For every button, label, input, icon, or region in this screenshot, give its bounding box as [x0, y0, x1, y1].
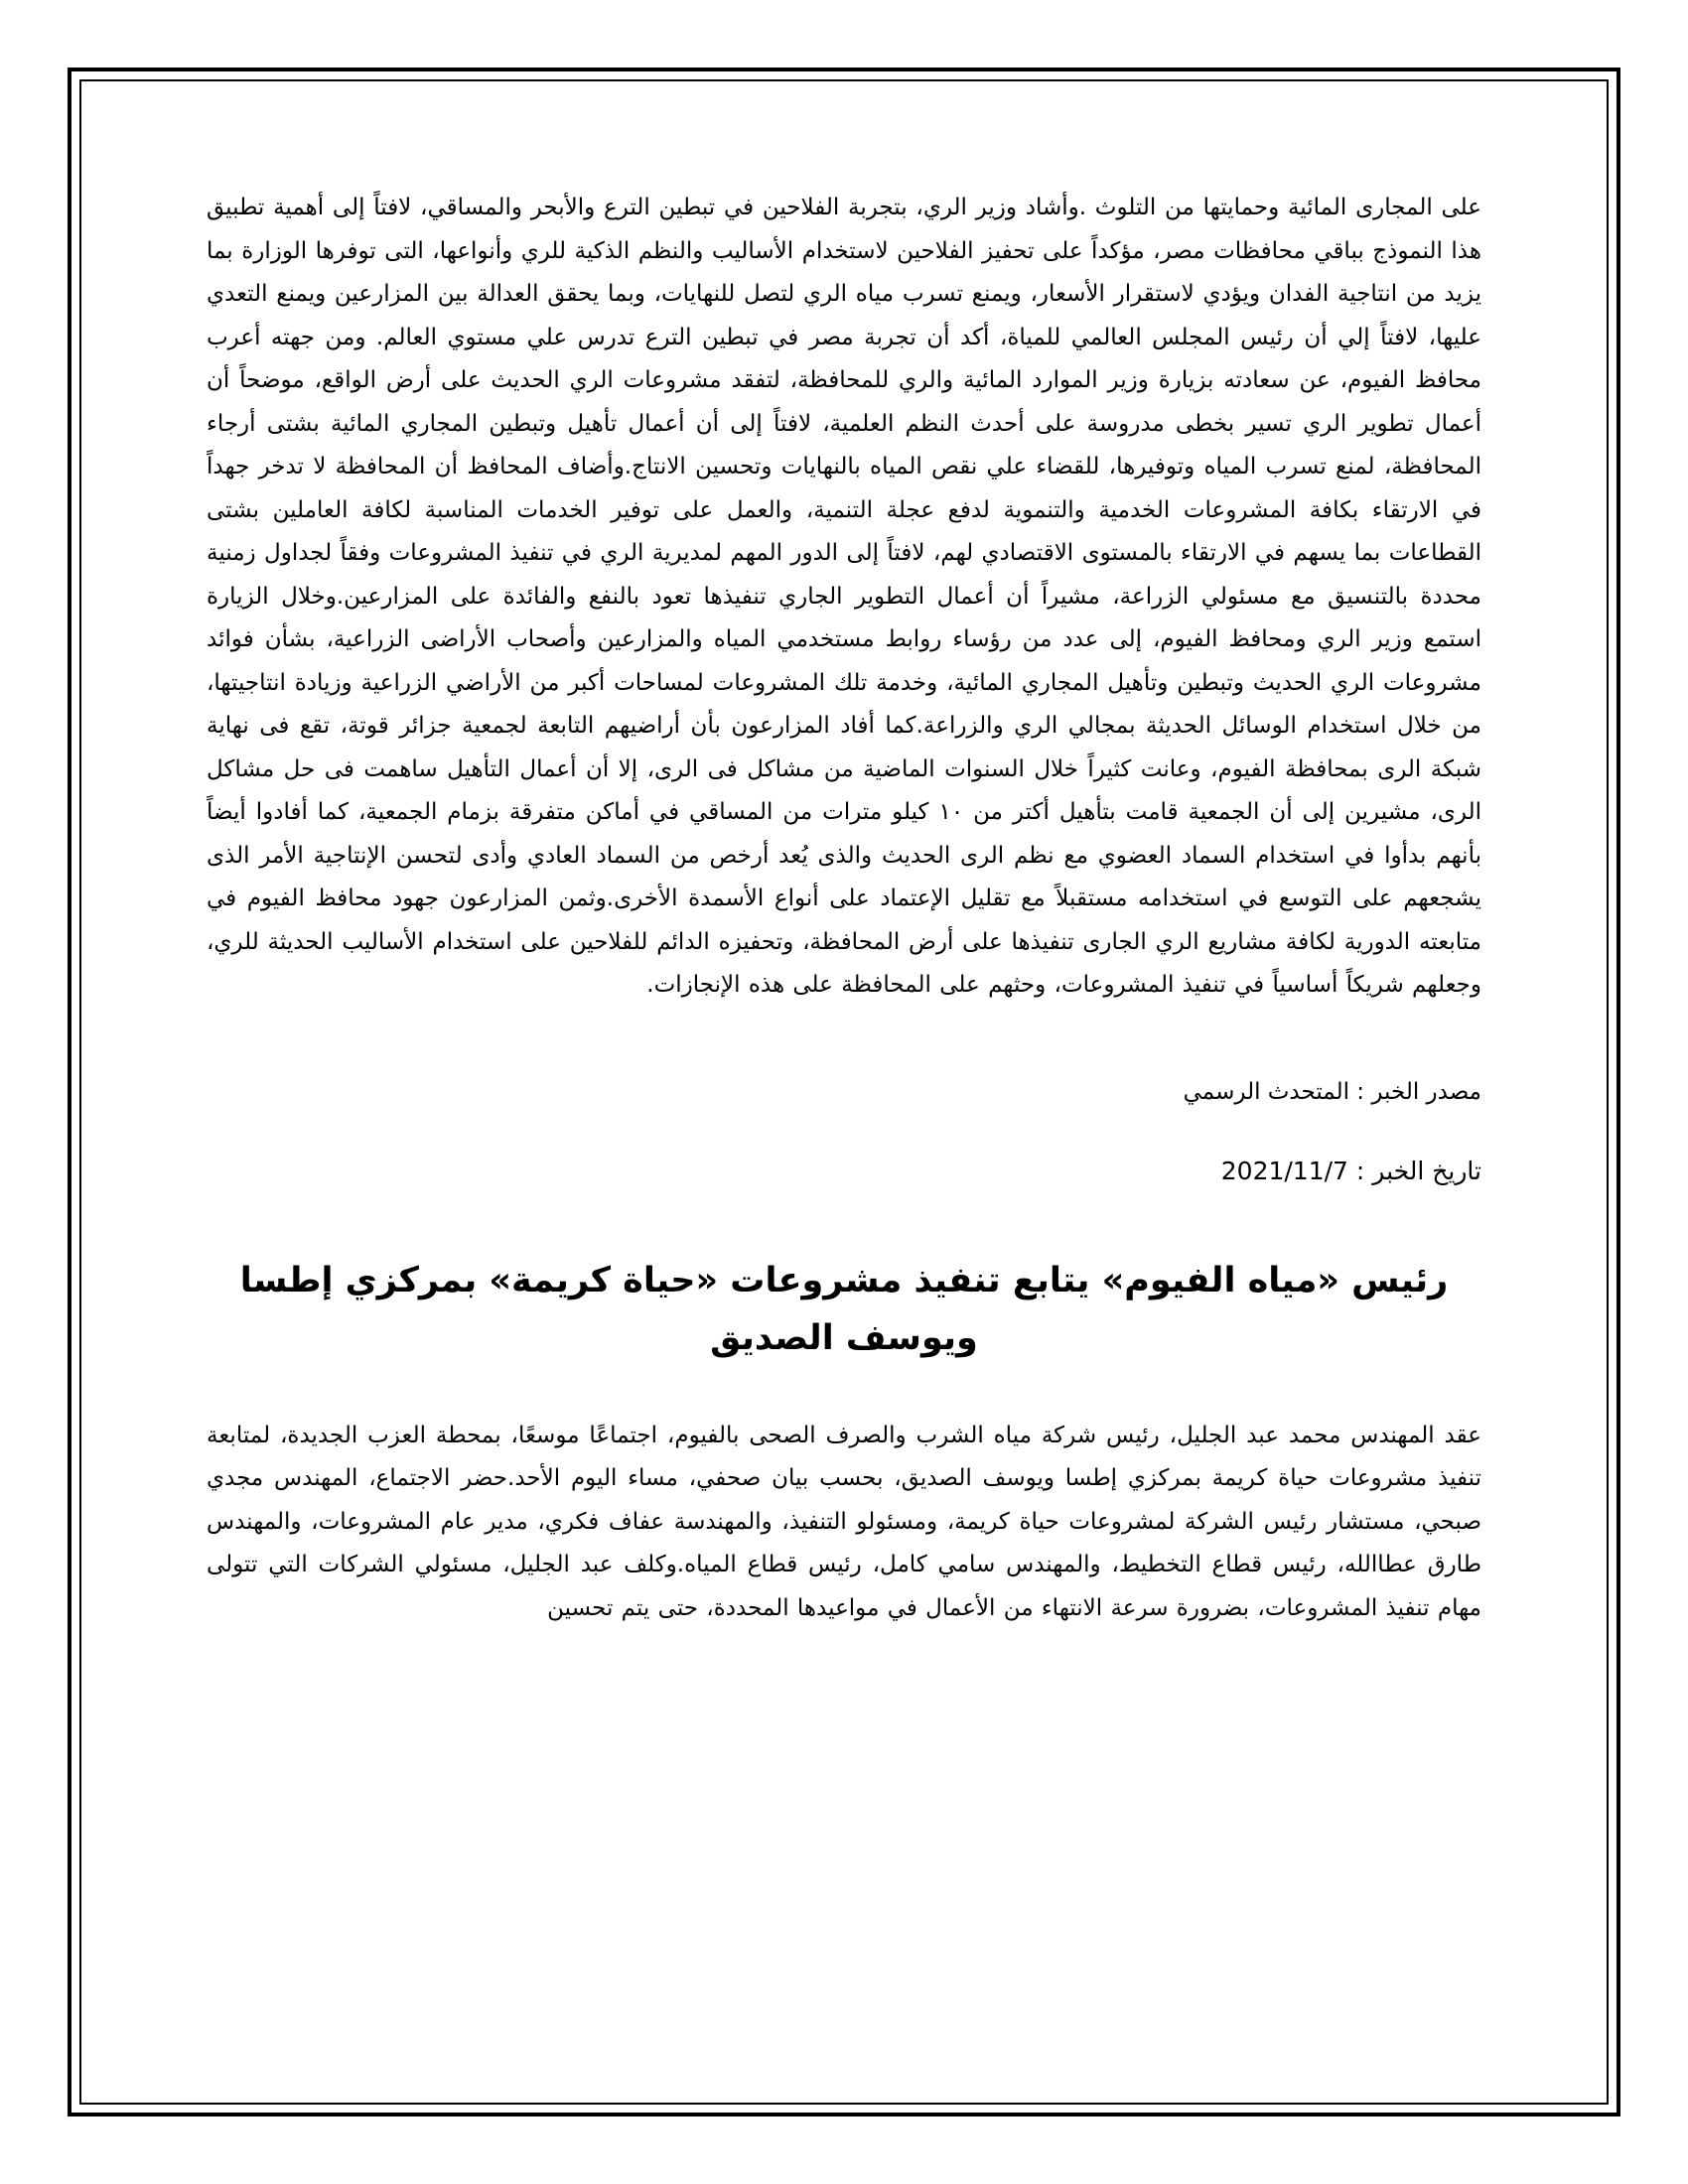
news-date: تاريخ الخبر : 2021/11/7 [1220, 1156, 1481, 1185]
article-paragraph-second: عقد المهندس محمد عبد الجليل، رئيس شركة مياه الشرب والصرف الصحى بالفيوم، اجتماعًا موسعًا، بمحطة العزب الجديدة، لمتابعة تنفيذ مشروعات حياة كريمة بمركزي إطسا ويوسف الصديق، بحسب بيان صحفي، مساء اليوم الأحد.حضر الاجتماع، المهندس مجدي صبحي، مستشار رئيس الشركة لمشروعات حياة كريمة، ومسئولو التنفيذ، والمهندسة عفاف فكري، مدير عام المشروعات، والمهندس طارق عطاالله، رئيس قطاع التخطيط، والمهندس سامي كامل، رئيس قطاع المياه.وكلف عبد الجليل، مسئولي الشركات التي تتولى مهام تنفيذ المشروعات، بضرورة سرعة الانتهاء من الأعمال في مواعيدها المحددة، حتى يتم تحسين [207, 1422, 1481, 1621]
article-meta [207, 1077, 1481, 1186]
news-source: مصدر الخبر : المتحدث الرسمي [1183, 1078, 1481, 1105]
document-content [207, 187, 1481, 1630]
article-headline: رئيس «مياه الفيوم» يتابع تنفيذ مشروعات «حياة كريمة» بمركزي إطسا ويوسف الصديق [239, 1260, 1449, 1358]
article-paragraph: على المجارى المائية وحمايتها من التلوث .وأشاد وزير الري، بتجربة الفلاحين في تبطين الترع والأبحر والمساقي، لافتاً إلى أهمية تطبيق هذا النموذج بباقي محافظات مصر، مؤكداً على تحفيز الفلاحين لاستخدام الأساليب والنظم الذكية للري وأنواعها، التى توفرها الوزارة بما يزيد من انتاجية الفدان ويؤدي لاستقرار الأسعار، ويمنع تسرب مياه الري لتصل للنهايات، وبما يحقق العدالة بين المزارعين ويمنع التعدي عليها، لافتاً إلي أن رئيس المجلس العالمي للمياة، أكد أن تجربة مصر في تبطين الترع تدرس علي مستوي العالم. ومن جهته أعرب محافظ الفيوم، عن سعادته بزيارة وزير الموارد المائية والري للمحافظة، لتفقد مشروعات الري الحديث على أرض الواقع، موضحاً أن أعمال تطوير الري تسير بخطى مدروسة على أحدث النظم العلمية، لافتاً إلى أن أعمال تأهيل وتبطين المجاري المائية بشتى أرجاء المحافظة، لمنع تسرب المياه وتوفيرها، للقضاء علي نقص المياه بالنهايات وتحسين الانتاج.وأضاف المحافظ أن المحافظة لا تدخر جهداً في الارتقاء بكافة المشروعات الخدمية والتنموية لدفع عجلة التنمية، والعمل على توفير الخدمات المناسبة لكافة العاملين بشتى القطاعات بما يسهم في الارتقاء بالمستوى الاقتصادي لهم، لافتاً إلى الدور المهم لمديرية الري في تنفيذ المشروعات وفقاً لجداول زمنية محددة بالتنسيق مع مسئولي الزراعة، مشيراً أن أعمال التطوير الجاري تنفيذها تعود بالنفع والفائدة على المزارعين.وخلال الزيارة استمع وزير الري ومحافظ الفيوم، إلى عدد من رؤساء روابط مستخدمي المياه والمزارعين وأصحاب الأراضى الزراعية، بشأن فوائد مشروعات الري الحديث وتبطين وتأهيل المجاري المائية، وخدمة تلك المشروعات لمساحات أكبر من الأراضي الزراعية وزيادة انتاجيتها، من خلال استخدام الوسائل الحديثة بمجالي الري والزراعة.كما أفاد المزارعون بأن أراضيهم التابعة لجمعية جزائر قوتة، تقع فى نهاية شبكة الرى بمحافظة الفيوم، وعانت كثيراً خلال السنوات الماضية من مشاكل فى الرى، إلا أن أعمال التأهيل ساهمت فى حل مشاكل الرى، مشيرين إلى أن الجمعية قامت بتأهيل أكتر من ١٠ كيلو مترات من المساقي في أماكن متفرقة بزمام الجمعية، كما أفادوا أيضاً بأنهم بدأوا في استخدام السماد العضوي مع نظم الرى الحديث والذى يُعد أرخص من السماد العادي وأدى لتحسن الإنتاجية الأمر الذى يشجعهم على التوسع في استخدامه مستقبلاً مع تقليل الإعتماد على أنواع الأسمدة الأخرى.وثمن المزارعون جهود محافظ الفيوم في متابعته الدورية لكافة مشاريع الري الجارى تنفيذها على أرض المحافظة، وتحفيزه الدائم للفلاحين على استخدام الأساليب الحديثة للري، وجعلهم شريكاً أساسياً في تنفيذ المشروعات، وحثهم على المحافظة على هذه الإنجازات. [207, 195, 1481, 998]
